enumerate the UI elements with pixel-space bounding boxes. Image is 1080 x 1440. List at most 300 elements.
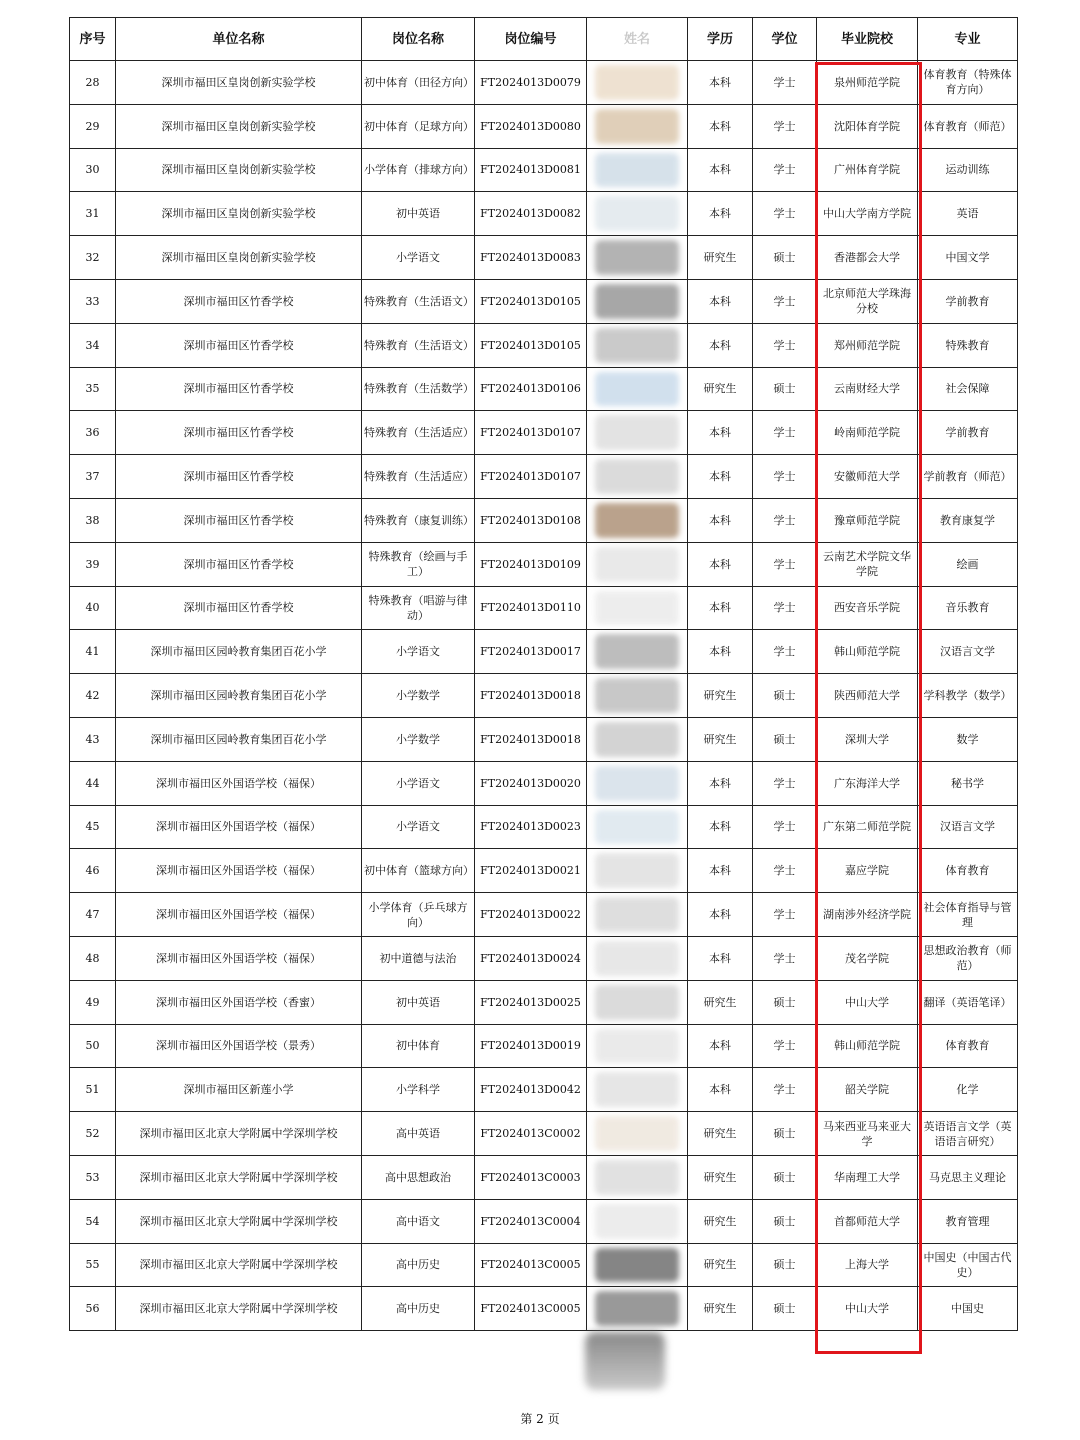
cell-graduate-school: 中山大学 [817,1287,918,1331]
cell-post-code: FT2024013C0004 [475,1199,587,1243]
cell-education: 本科 [688,586,753,630]
cell-degree: 学士 [753,61,817,105]
cell-degree: 学士 [753,498,817,542]
cell-education: 本科 [688,323,753,367]
cell-unit-name: 深圳市福田区北京大学附属中学深圳学校 [116,1243,362,1287]
cell-unit-name: 深圳市福田区皇岗创新实验学校 [116,192,362,236]
redaction-smudge [595,415,679,450]
cell-graduate-school: 广东第二师范学院 [817,805,918,849]
cell-unit-name: 深圳市福田区北京大学附属中学深圳学校 [116,1287,362,1331]
table-row [70,148,1018,192]
redaction-smudge [595,65,679,100]
cell-post-name: 小学语文 [362,805,475,849]
cell-unit-name: 深圳市福田区外国语学校（福保） [116,849,362,893]
cell-post-name: 特殊教育（生活适应） [362,455,475,499]
cell-degree: 学士 [753,805,817,849]
table-row [70,411,1018,455]
header-person-name [587,18,688,61]
cell-degree: 学士 [753,279,817,323]
cell-education: 本科 [688,761,753,805]
cell-row-index: 48 [70,936,116,980]
redaction-smudge [595,1116,679,1151]
recruitment-roster-table [69,17,1018,1331]
cell-post-name: 特殊教育（唱游与律动） [362,586,475,630]
cell-graduate-school: 陕西师范大学 [817,674,918,718]
cell-person-name [587,893,688,937]
cell-major: 学前教育（师范） [918,455,1018,499]
cell-post-name: 初中道德与法治 [362,936,475,980]
cell-major: 社会体育指导与管理 [918,893,1018,937]
cell-major: 教育管理 [918,1199,1018,1243]
cell-major: 汉语言文学 [918,805,1018,849]
cell-row-index: 46 [70,849,116,893]
cell-post-code: FT2024013D0105 [475,279,587,323]
cell-graduate-school: 安徽师范大学 [817,455,918,499]
table-row [70,61,1018,105]
cell-degree: 硕士 [753,236,817,280]
cell-graduate-school: 香港都会大学 [817,236,918,280]
cell-post-name: 特殊教育（康复训练） [362,498,475,542]
cell-degree: 学士 [753,586,817,630]
cell-degree: 学士 [753,1024,817,1068]
cell-post-name: 初中英语 [362,980,475,1024]
cell-unit-name: 深圳市福田区竹香学校 [116,411,362,455]
table-row [70,236,1018,280]
cell-degree: 硕士 [753,1112,817,1156]
cell-education: 本科 [688,279,753,323]
cell-education: 本科 [688,1024,753,1068]
header-person-name-label: 姓名 [623,31,650,47]
table-row [70,367,1018,411]
cell-education: 研究生 [688,1243,753,1287]
cell-unit-name: 深圳市福田区园岭教育集团百花小学 [116,674,362,718]
cell-post-name: 高中语文 [362,1199,475,1243]
cell-row-index: 37 [70,455,116,499]
cell-row-index: 52 [70,1112,116,1156]
cell-post-code: FT2024013C0005 [475,1243,587,1287]
cell-row-index: 51 [70,1068,116,1112]
table-row [70,674,1018,718]
redaction-smudge [595,196,679,231]
redaction-smudge-tail [585,1332,665,1390]
header-index: 序号 [70,18,116,61]
cell-post-code: FT2024013D0023 [475,805,587,849]
cell-post-name: 初中体育（足球方向） [362,104,475,148]
cell-post-name: 初中体育 [362,1024,475,1068]
cell-degree: 硕士 [753,1199,817,1243]
cell-person-name [587,1024,688,1068]
cell-unit-name: 深圳市福田区竹香学校 [116,498,362,542]
cell-unit-name: 深圳市福田区外国语学校（福保） [116,761,362,805]
cell-graduate-school: 沈阳体育学院 [817,104,918,148]
cell-post-name: 初中体育（篮球方向） [362,849,475,893]
cell-unit-name: 深圳市福田区外国语学校（景秀） [116,1024,362,1068]
cell-major: 马克思主义理论 [918,1155,1018,1199]
cell-post-code: FT2024013C0003 [475,1155,587,1199]
cell-row-index: 47 [70,893,116,937]
cell-unit-name: 深圳市福田区北京大学附属中学深圳学校 [116,1155,362,1199]
cell-unit-name: 深圳市福田区竹香学校 [116,323,362,367]
cell-education: 研究生 [688,236,753,280]
cell-post-code: FT2024013C0002 [475,1112,587,1156]
table-row [70,586,1018,630]
cell-degree: 学士 [753,192,817,236]
cell-post-code: FT2024013D0022 [475,893,587,937]
cell-row-index: 38 [70,498,116,542]
cell-post-name: 特殊教育（绘画与手工） [362,542,475,586]
cell-education: 本科 [688,411,753,455]
cell-degree: 学士 [753,542,817,586]
cell-post-code: FT2024013D0020 [475,761,587,805]
cell-person-name [587,980,688,1024]
cell-person-name [587,279,688,323]
table-row [70,1287,1018,1331]
cell-person-name [587,236,688,280]
redaction-smudge [595,1204,679,1239]
table-row [70,1243,1018,1287]
cell-degree: 学士 [753,761,817,805]
cell-graduate-school: 上海大学 [817,1243,918,1287]
cell-post-code: FT2024013D0106 [475,367,587,411]
cell-post-code: FT2024013D0107 [475,455,587,499]
cell-person-name [587,805,688,849]
redaction-smudge [595,722,679,757]
table-header-row [70,18,1018,61]
cell-education: 本科 [688,849,753,893]
cell-graduate-school: 嘉应学院 [817,849,918,893]
cell-education: 本科 [688,61,753,105]
redaction-smudge [595,678,679,713]
table-row [70,279,1018,323]
table-row [70,936,1018,980]
cell-graduate-school: 云南财经大学 [817,367,918,411]
table-row [70,323,1018,367]
cell-row-index: 40 [70,586,116,630]
cell-post-name: 特殊教育（生活数学） [362,367,475,411]
cell-row-index: 50 [70,1024,116,1068]
cell-major: 特殊教育 [918,323,1018,367]
cell-education: 研究生 [688,980,753,1024]
header-major: 专业 [918,18,1018,61]
cell-post-code: FT2024013D0109 [475,542,587,586]
cell-post-code: FT2024013D0021 [475,849,587,893]
cell-row-index: 41 [70,630,116,674]
cell-degree: 学士 [753,849,817,893]
cell-graduate-school: 首都师范大学 [817,1199,918,1243]
cell-education: 本科 [688,104,753,148]
cell-person-name [587,630,688,674]
table-row [70,1155,1018,1199]
cell-graduate-school: 泉州师范学院 [817,61,918,105]
cell-row-index: 54 [70,1199,116,1243]
cell-unit-name: 深圳市福田区皇岗创新实验学校 [116,104,362,148]
redaction-smudge [595,985,679,1020]
header-unit-name: 单位名称 [116,18,362,61]
cell-row-index: 56 [70,1287,116,1331]
cell-post-name: 小学语文 [362,630,475,674]
cell-major: 中国史 [918,1287,1018,1331]
cell-post-code: FT2024013D0018 [475,674,587,718]
cell-unit-name: 深圳市福田区竹香学校 [116,542,362,586]
cell-person-name [587,104,688,148]
cell-post-code: FT2024013D0107 [475,411,587,455]
cell-post-code: FT2024013D0017 [475,630,587,674]
page-number: 第 2 页 [520,1412,560,1426]
redaction-smudge [595,853,679,888]
table-body [70,61,1018,1331]
cell-post-name: 小学体育（乒乓球方向） [362,893,475,937]
cell-post-code: FT2024013D0081 [475,148,587,192]
cell-person-name [587,1068,688,1112]
cell-graduate-school: 西安音乐学院 [817,586,918,630]
table-row [70,893,1018,937]
cell-post-code: FT2024013C0005 [475,1287,587,1331]
cell-graduate-school: 中山大学 [817,980,918,1024]
cell-person-name [587,936,688,980]
cell-graduate-school: 豫章师范学院 [817,498,918,542]
cell-degree: 硕士 [753,1243,817,1287]
cell-major: 秘书学 [918,761,1018,805]
cell-person-name [587,498,688,542]
cell-unit-name: 深圳市福田区竹香学校 [116,279,362,323]
cell-row-index: 33 [70,279,116,323]
cell-major: 汉语言文学 [918,630,1018,674]
redaction-smudge [595,109,679,144]
cell-person-name [587,717,688,761]
table-row [70,1024,1018,1068]
cell-row-index: 39 [70,542,116,586]
cell-post-name: 高中英语 [362,1112,475,1156]
cell-major: 体育教育 [918,849,1018,893]
table-row [70,1112,1018,1156]
cell-row-index: 42 [70,674,116,718]
cell-row-index: 43 [70,717,116,761]
cell-education: 研究生 [688,717,753,761]
cell-degree: 学士 [753,104,817,148]
cell-major: 思想政治教育（师范） [918,936,1018,980]
cell-post-name: 小学语文 [362,761,475,805]
cell-post-code: FT2024013D0019 [475,1024,587,1068]
cell-unit-name: 深圳市福田区园岭教育集团百花小学 [116,717,362,761]
cell-post-code: FT2024013D0110 [475,586,587,630]
redaction-smudge [595,1291,679,1326]
cell-row-index: 30 [70,148,116,192]
cell-unit-name: 深圳市福田区竹香学校 [116,367,362,411]
cell-graduate-school: 郑州师范学院 [817,323,918,367]
table-row [70,630,1018,674]
cell-row-index: 29 [70,104,116,148]
redaction-smudge [595,284,679,319]
cell-degree: 学士 [753,893,817,937]
cell-major: 学前教育 [918,411,1018,455]
cell-post-name: 小学体育（排球方向） [362,148,475,192]
cell-row-index: 55 [70,1243,116,1287]
table-row [70,455,1018,499]
cell-graduate-school: 广东海洋大学 [817,761,918,805]
cell-major: 化学 [918,1068,1018,1112]
table-row [70,849,1018,893]
cell-person-name [587,61,688,105]
cell-graduate-school: 湖南涉外经济学院 [817,893,918,937]
cell-row-index: 49 [70,980,116,1024]
cell-graduate-school: 马来西亚马来亚大学 [817,1112,918,1156]
cell-post-code: FT2024013D0079 [475,61,587,105]
cell-row-index: 35 [70,367,116,411]
cell-row-index: 36 [70,411,116,455]
cell-major: 学前教育 [918,279,1018,323]
cell-graduate-school: 华南理工大学 [817,1155,918,1199]
cell-person-name [587,1112,688,1156]
cell-post-code: FT2024013D0082 [475,192,587,236]
cell-post-name: 小学科学 [362,1068,475,1112]
redaction-smudge [595,372,679,407]
cell-row-index: 45 [70,805,116,849]
redaction-smudge [595,240,679,275]
cell-person-name [587,455,688,499]
cell-education: 本科 [688,936,753,980]
cell-post-name: 高中思想政治 [362,1155,475,1199]
cell-major: 英语 [918,192,1018,236]
redaction-smudge [595,503,679,538]
cell-person-name [587,148,688,192]
cell-graduate-school: 深圳大学 [817,717,918,761]
redaction-smudge [595,547,679,582]
cell-unit-name: 深圳市福田区北京大学附属中学深圳学校 [116,1112,362,1156]
table-row [70,104,1018,148]
cell-major: 运动训练 [918,148,1018,192]
cell-person-name [587,674,688,718]
redaction-smudge [595,1029,679,1064]
cell-row-index: 34 [70,323,116,367]
cell-education: 本科 [688,805,753,849]
cell-person-name [587,542,688,586]
cell-unit-name: 深圳市福田区外国语学校（福保） [116,805,362,849]
cell-major: 体育教育（特殊体育方向） [918,61,1018,105]
cell-person-name [587,1287,688,1331]
cell-post-name: 高中历史 [362,1243,475,1287]
cell-row-index: 31 [70,192,116,236]
cell-unit-name: 深圳市福田区皇岗创新实验学校 [116,148,362,192]
cell-person-name [587,1199,688,1243]
table-row [70,717,1018,761]
cell-education: 本科 [688,455,753,499]
cell-unit-name: 深圳市福田区皇岗创新实验学校 [116,61,362,105]
cell-major: 中国文学 [918,236,1018,280]
cell-education: 本科 [688,498,753,542]
cell-major: 英语语言文学（英语语言研究） [918,1112,1018,1156]
cell-graduate-school: 广州体育学院 [817,148,918,192]
cell-education: 本科 [688,192,753,236]
header-post-code: 岗位编号 [475,18,587,61]
table-row [70,1068,1018,1112]
cell-degree: 学士 [753,411,817,455]
cell-degree: 硕士 [753,367,817,411]
cell-graduate-school: 韩山师范学院 [817,1024,918,1068]
cell-graduate-school: 茂名学院 [817,936,918,980]
cell-post-name: 小学数学 [362,717,475,761]
cell-post-code: FT2024013D0024 [475,936,587,980]
cell-graduate-school: 北京师范大学珠海分校 [817,279,918,323]
cell-post-code: FT2024013D0080 [475,104,587,148]
cell-major: 翻译（英语笔译） [918,980,1018,1024]
cell-unit-name: 深圳市福田区皇岗创新实验学校 [116,236,362,280]
cell-degree: 硕士 [753,980,817,1024]
cell-post-code: FT2024013D0108 [475,498,587,542]
redaction-smudge [595,810,679,845]
cell-person-name [587,849,688,893]
cell-education: 本科 [688,148,753,192]
cell-degree: 学士 [753,1068,817,1112]
cell-degree: 学士 [753,455,817,499]
cell-education: 研究生 [688,367,753,411]
cell-person-name [587,761,688,805]
cell-degree: 学士 [753,630,817,674]
redaction-smudge [595,1248,679,1283]
cell-education: 研究生 [688,1112,753,1156]
cell-row-index: 53 [70,1155,116,1199]
redaction-smudge [595,153,679,188]
cell-person-name [587,323,688,367]
cell-major: 绘画 [918,542,1018,586]
redaction-smudge [595,459,679,494]
cell-post-code: FT2024013D0018 [475,717,587,761]
cell-row-index: 32 [70,236,116,280]
cell-post-name: 特殊教育（生活适应） [362,411,475,455]
cell-graduate-school: 岭南师范学院 [817,411,918,455]
table-row [70,498,1018,542]
table-row [70,542,1018,586]
cell-person-name [587,367,688,411]
cell-unit-name: 深圳市福田区新莲小学 [116,1068,362,1112]
cell-post-name: 特殊教育（生活语文） [362,279,475,323]
cell-post-code: FT2024013D0105 [475,323,587,367]
cell-education: 研究生 [688,1287,753,1331]
cell-degree: 硕士 [753,1155,817,1199]
cell-post-code: FT2024013D0042 [475,1068,587,1112]
cell-post-name: 初中英语 [362,192,475,236]
cell-degree: 硕士 [753,717,817,761]
cell-major: 体育教育 [918,1024,1018,1068]
cell-row-index: 28 [70,61,116,105]
cell-major: 教育康复学 [918,498,1018,542]
table-row [70,761,1018,805]
cell-education: 研究生 [688,1155,753,1199]
cell-person-name [587,1243,688,1287]
cell-post-name: 高中历史 [362,1287,475,1331]
cell-post-name: 小学语文 [362,236,475,280]
cell-post-name: 特殊教育（生活语文） [362,323,475,367]
cell-person-name [587,1155,688,1199]
header-graduate-school: 毕业院校 [817,18,918,61]
cell-education: 本科 [688,630,753,674]
header-education: 学历 [688,18,753,61]
cell-major: 音乐教育 [918,586,1018,630]
cell-row-index: 44 [70,761,116,805]
cell-graduate-school: 韩山师范学院 [817,630,918,674]
table-row [70,980,1018,1024]
cell-degree: 学士 [753,323,817,367]
cell-post-name: 初中体育（田径方向） [362,61,475,105]
cell-unit-name: 深圳市福田区外国语学校（福保） [116,893,362,937]
table-row [70,805,1018,849]
redaction-smudge [595,591,679,626]
cell-major: 体育教育（师范） [918,104,1018,148]
cell-major: 社会保障 [918,367,1018,411]
redaction-smudge [595,766,679,801]
cell-major: 数学 [918,717,1018,761]
cell-degree: 硕士 [753,674,817,718]
cell-major: 学科教学（数学） [918,674,1018,718]
